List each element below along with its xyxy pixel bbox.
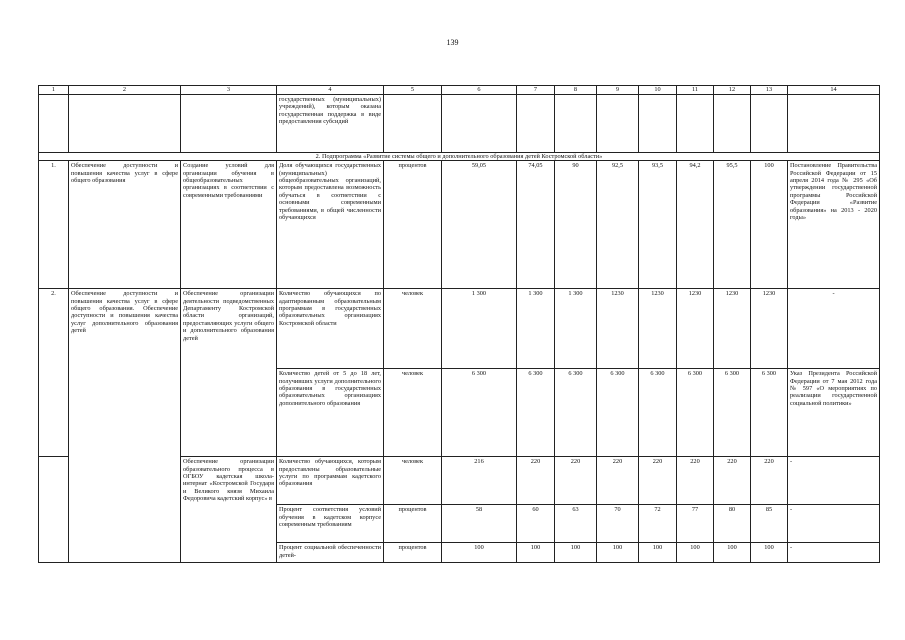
- value-cell: 6 300: [639, 369, 677, 457]
- col-header: 3: [181, 86, 277, 95]
- value-cell: 6 300: [442, 369, 517, 457]
- value-cell: 1230: [714, 289, 751, 369]
- value-cell: 220: [677, 457, 714, 505]
- col-header: 10: [639, 86, 677, 95]
- col-header: 11: [677, 86, 714, 95]
- basis-cell: Постановление Правительства Российской Федерации от 15 апреля 2014 года № 295 «Об утверждении государственной программы Российской Федерации «Развитие образования» на 2013 - 2020 годы»: [788, 161, 880, 289]
- value-cell: 6 300: [714, 369, 751, 457]
- col-header: 14: [788, 86, 880, 95]
- goal-cell: Обеспечение доступности и повышения качества услуг в сфере общего образования. Обеспечение доступности и повышения качества услуг дополнительного образования детей: [69, 289, 181, 563]
- indicators-table: [38, 85, 880, 563]
- value-cell: 100: [639, 543, 677, 563]
- basis-cell: -: [788, 543, 880, 563]
- value-cell: 74,05: [517, 161, 555, 289]
- indicator-cell: Процент социальной обеспеченности детей-: [277, 543, 384, 563]
- value-cell: 100: [751, 543, 788, 563]
- col-header: 2: [69, 86, 181, 95]
- section-title-row: [39, 153, 880, 161]
- basis-cell: Указ Президента Российской Федерации от 7 мая 2012 года № 597 «О мероприятиях по реализации государственной социальной политики»: [788, 369, 880, 457]
- row-number: 2.: [39, 289, 69, 457]
- goal-cell: Обеспечение доступности и повышения качества услуг в сфере общего образования: [69, 161, 181, 289]
- value-cell: 216: [442, 457, 517, 505]
- value-cell: 93,5: [639, 161, 677, 289]
- indicator-cell: Количество детей от 5 до 18 лет, получивших услуги дополнительного образования в государственных образовательных организациях дополнительного образования: [277, 369, 384, 457]
- col-header: 9: [597, 86, 639, 95]
- unit-cell: процентов: [384, 543, 442, 563]
- value-cell: 63: [555, 505, 597, 543]
- value-cell: 70: [597, 505, 639, 543]
- value-cell: 220: [555, 457, 597, 505]
- value-cell: 1 300: [555, 289, 597, 369]
- col-header: 5: [384, 86, 442, 95]
- row-number: 1.: [39, 161, 69, 289]
- value-cell: 220: [714, 457, 751, 505]
- value-cell: 1230: [639, 289, 677, 369]
- col-header: 4: [277, 86, 384, 95]
- value-cell: 60: [517, 505, 555, 543]
- indicator-cell: Количество обучающихся, которым предоставлены образовательные услуги по программам кадетского образования: [277, 457, 384, 505]
- basis-cell: -: [788, 289, 880, 369]
- indicator-cell: Процент соответствия условий обучения в кадетском корпусе современным требованиям: [277, 505, 384, 543]
- basis-cell: -: [788, 505, 880, 543]
- value-cell: 220: [517, 457, 555, 505]
- unit-cell: процентов: [384, 505, 442, 543]
- task-cell: Обеспечение организации образовательного процесса в ОГБОУ кадетская школа-интернат «Костромской Государя и Великого князя Михаила Федоровича кадетский корпус» в: [181, 457, 277, 563]
- value-cell: 6 300: [555, 369, 597, 457]
- value-cell: 100: [442, 543, 517, 563]
- value-cell: 6 300: [517, 369, 555, 457]
- value-cell: 220: [597, 457, 639, 505]
- value-cell: 1230: [677, 289, 714, 369]
- table-row: [39, 289, 880, 369]
- value-cell: 80: [714, 505, 751, 543]
- value-cell: 90: [555, 161, 597, 289]
- column-number-row: [39, 86, 880, 95]
- unit-cell: человек: [384, 289, 442, 369]
- value-cell: 85: [751, 505, 788, 543]
- unit-cell: человек: [384, 457, 442, 505]
- value-cell: 220: [639, 457, 677, 505]
- value-cell: 95,5: [714, 161, 751, 289]
- section-title: 2. Подпрограмма «Развитие системы общего и дополнительного образования детей Костромской области»: [39, 153, 880, 161]
- value-cell: 100: [751, 161, 788, 289]
- value-cell: 100: [714, 543, 751, 563]
- value-cell: 220: [751, 457, 788, 505]
- value-cell: 59,05: [442, 161, 517, 289]
- value-cell: 77: [677, 505, 714, 543]
- value-cell: 58: [442, 505, 517, 543]
- value-cell: 100: [555, 543, 597, 563]
- table-row: [39, 161, 880, 289]
- task-cell: Создание условий для организации обучения в общеобразовательных организациях в соответствии с современными требованиями: [181, 161, 277, 289]
- col-header: 13: [751, 86, 788, 95]
- value-cell: 92,5: [597, 161, 639, 289]
- continued-row: [39, 95, 880, 153]
- col-header: 8: [555, 86, 597, 95]
- value-cell: 6 300: [677, 369, 714, 457]
- indicator-cell: Количество обучающихся по адаптированным образовательным программам в государственных образовательных организациях Костромской области: [277, 289, 384, 369]
- indicator-cell: Доля обучающихся государственных (муниципальных) общеобразовательных организаций, которым предоставлена возможность обучаться в соответствии с основными современными требованиями, в общей численности обучающихся: [277, 161, 384, 289]
- value-cell: 100: [597, 543, 639, 563]
- value-cell: 6 300: [597, 369, 639, 457]
- value-cell: 1230: [597, 289, 639, 369]
- col-header: 6: [442, 86, 517, 95]
- col-header: 12: [714, 86, 751, 95]
- unit-cell: процентов: [384, 161, 442, 289]
- col-header: 7: [517, 86, 555, 95]
- value-cell: 94,2: [677, 161, 714, 289]
- value-cell: 100: [677, 543, 714, 563]
- value-cell: 6 300: [751, 369, 788, 457]
- value-cell: 100: [517, 543, 555, 563]
- value-cell: 72: [639, 505, 677, 543]
- indicator-cell: государственных (муниципальных) учреждений), которым оказана государственная поддержка в виде предоставления субсидий: [277, 95, 384, 153]
- task-cell: Обеспечение организации деятельности подведомственных Департаменту Костромской области организаций, предоставляющих услуги общего и дополнительного образования детей: [181, 289, 277, 457]
- value-cell: 1230: [751, 289, 788, 369]
- basis-cell: -: [788, 457, 880, 505]
- value-cell: 1 300: [442, 289, 517, 369]
- col-header: 1: [39, 86, 69, 95]
- unit-cell: человек: [384, 369, 442, 457]
- page-number: 139: [446, 38, 459, 47]
- value-cell: 1 300: [517, 289, 555, 369]
